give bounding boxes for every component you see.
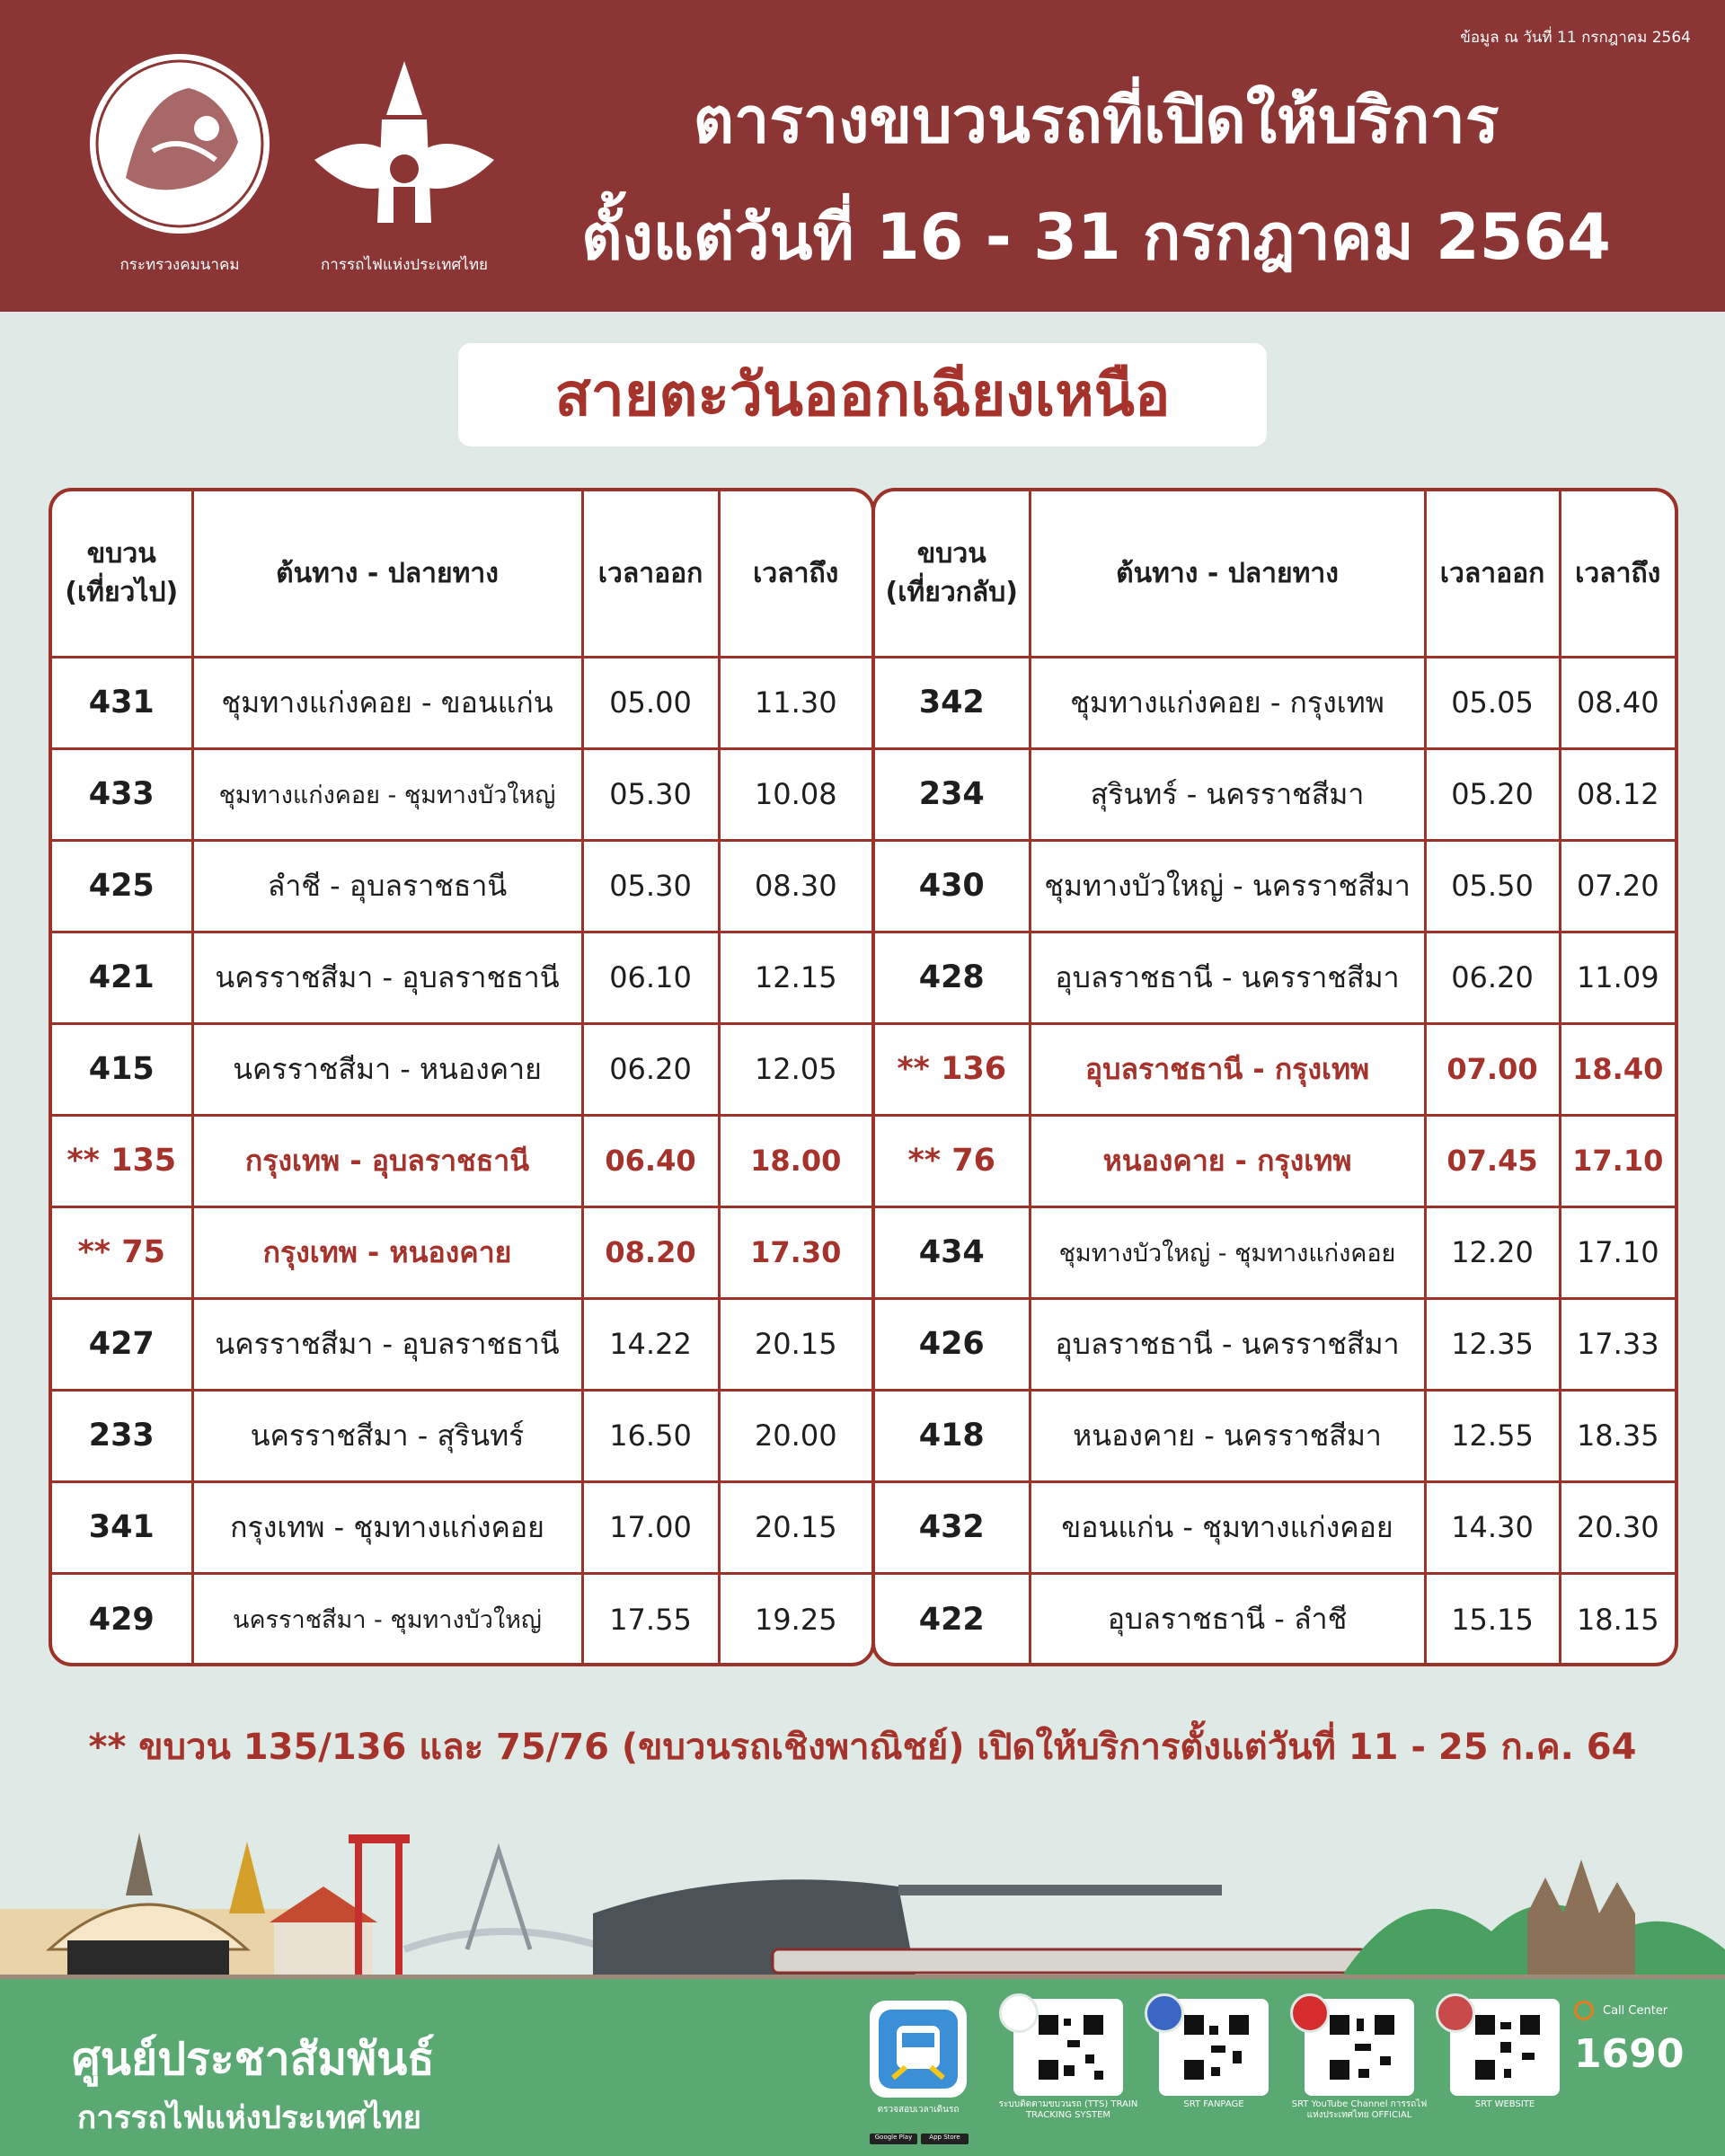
arrive-time: 12.05	[719, 1023, 871, 1115]
arrive-time: 10.08	[719, 748, 871, 840]
table-row	[875, 1573, 1675, 1665]
train-number: 341	[52, 1481, 192, 1573]
data-date: ข้อมูล ณ วันที่ 11 กรกฎาคม 2564	[1460, 29, 1691, 47]
app-caption: ตรวจสอบเวลาเดินรถ	[877, 2105, 960, 2115]
qr-tts[interactable]	[1013, 1999, 1123, 2096]
call-center-number[interactable]: 1690	[1574, 2031, 1685, 2077]
route: นครราชสีมา - หนองคาย	[192, 1023, 582, 1115]
depart-time: 17.00	[582, 1481, 719, 1573]
header-arrive: เวลาถึง	[719, 491, 871, 657]
depart-time: 05.30	[582, 748, 719, 840]
train-number: 233	[52, 1390, 192, 1481]
route: อุบลราชธานี - นครราชสีมา	[1030, 1298, 1425, 1390]
srt-logo	[296, 43, 512, 277]
table-row	[52, 1390, 871, 1481]
route: หนองคาย - กรุงเทพ	[1030, 1115, 1425, 1206]
outbound-table	[49, 488, 875, 1666]
route: อุบลราชธานี - กรุงเทพ	[1030, 1023, 1425, 1115]
route: ขอนแก่น - ชุมทางแก่งคอย	[1030, 1481, 1425, 1573]
table-row	[875, 748, 1675, 840]
depart-time: 14.30	[1425, 1481, 1560, 1573]
header-arrive: เวลาถึง	[1560, 491, 1675, 657]
route: กรุงเทพ - หนองคาย	[192, 1206, 582, 1298]
header-banner	[0, 0, 1725, 312]
google-play-badge[interactable]: Google Play	[870, 2134, 917, 2144]
srt-caption: การรถไฟแห่งประเทศไทย	[320, 256, 489, 274]
golden-spire	[229, 1842, 265, 1913]
header-train-line1: ขบวน	[916, 537, 986, 570]
store-badges	[870, 2134, 969, 2144]
footer-subtitle: การรถไฟแห่งประเทศไทย	[77, 2100, 421, 2136]
route: ชุมทางแก่งคอย - ชุมทางบัวใหญ่	[192, 748, 582, 840]
table-row	[875, 1206, 1675, 1298]
ministry-seal-icon	[72, 43, 288, 250]
arrive-time: 19.25	[719, 1573, 871, 1665]
depart-time: 14.22	[582, 1298, 719, 1390]
train-number: 431	[52, 657, 192, 748]
route: นครราชสีมา - อุบลราชธานี	[192, 1298, 582, 1390]
app-icon[interactable]	[870, 2001, 967, 2098]
train-number: 429	[52, 1573, 192, 1665]
header-train	[52, 491, 192, 657]
page-subtitle: ตั้งแต่วันที่ 16 - 31 กรกฎาคม 2564	[581, 200, 1611, 274]
depart-time: 07.45	[1425, 1115, 1560, 1206]
table-row-special	[875, 1023, 1675, 1115]
route: นครราชสีมา - สุรินทร์	[192, 1390, 582, 1481]
page-title: ตารางขบวนรถที่เปิดให้บริการ	[693, 84, 1499, 157]
header-train-line2: (เที่ยวไป)	[65, 577, 179, 609]
train-number: 434	[875, 1206, 1030, 1298]
depart-time: 06.10	[582, 932, 719, 1023]
arrive-time: 17.33	[1560, 1298, 1675, 1390]
giant-swing-beam	[349, 1834, 410, 1843]
route: นครราชสีมา - ชุมทางบัวใหญ่	[192, 1573, 582, 1665]
table-row-special	[52, 1206, 871, 1298]
arrive-time: 11.30	[719, 657, 871, 748]
header-route: ต้นทาง - ปลายทาง	[192, 491, 582, 657]
header-train	[875, 491, 1030, 657]
depart-time: 12.20	[1425, 1206, 1560, 1298]
route: นครราชสีมา - อุบลราชธานี	[192, 932, 582, 1023]
train-number: 422	[875, 1573, 1030, 1665]
table-row	[52, 657, 871, 748]
train-number: 432	[875, 1481, 1030, 1573]
route: ชุมทางแก่งคอย - ขอนแก่น	[192, 657, 582, 748]
train	[773, 1949, 1366, 1973]
qr-website[interactable]	[1450, 1999, 1560, 2096]
train-number: ** 136	[875, 1023, 1030, 1115]
arrive-time: 08.40	[1560, 657, 1675, 748]
route: กรุงเทพ - ชุมทางแก่งคอย	[192, 1481, 582, 1573]
section-title: สายตะวันออกเฉียงเหนือ	[554, 360, 1171, 429]
arrive-time: 12.15	[719, 932, 871, 1023]
header-depart: เวลาออก	[1425, 491, 1560, 657]
arrive-time: 18.00	[719, 1115, 871, 1206]
arrive-time: 20.00	[719, 1390, 871, 1481]
tts-logo-icon	[999, 1993, 1039, 2033]
arrive-time: 11.09	[1560, 932, 1675, 1023]
arrive-time: 20.15	[719, 1298, 871, 1390]
depart-time: 06.20	[1425, 932, 1560, 1023]
table-row	[875, 932, 1675, 1023]
arrive-time: 08.30	[719, 840, 871, 932]
youtube-icon	[1290, 1993, 1330, 2033]
header-train-line1: ขบวน	[86, 537, 156, 570]
giant-swing-pole-left	[355, 1837, 362, 1981]
depart-time: 16.50	[582, 1390, 719, 1481]
header-train-line2: (เที่ยวกลับ)	[885, 577, 1018, 609]
qr-youtube-caption: SRT YouTube Channel การรถไฟแห่งประเทศไทย OFFICIAL	[1291, 2099, 1428, 2120]
route: ชุมทางบัวใหญ่ - ชุมทางแก่งคอย	[1030, 1206, 1425, 1298]
depart-time: 08.20	[582, 1206, 719, 1298]
train-number: 427	[52, 1298, 192, 1390]
footnote: ** ขบวน 135/136 และ 75/76 (ขบวนรถเชิงพาณิชย์) เปิดให้บริการตั้งแต่วันที่ 11 - 25 ก.ค. 64	[88, 1727, 1637, 1768]
depart-time: 15.15	[1425, 1573, 1560, 1665]
footer-title: ศูนย์ประชาสัมพันธ์	[72, 2033, 435, 2085]
depart-time: 05.00	[582, 657, 719, 748]
train-app-icon	[870, 2001, 967, 2098]
train-number: ** 75	[52, 1206, 192, 1298]
route: หนองคาย - นครราชสีมา	[1030, 1390, 1425, 1481]
qr-tts-caption: ระบบติดตามขบวนรถ (TTS) TRAIN TRACKING SYSTEM	[998, 2099, 1138, 2120]
table-row	[875, 1481, 1675, 1573]
table-row	[52, 748, 871, 840]
train-number: 415	[52, 1023, 192, 1115]
table-row	[875, 840, 1675, 932]
train-number: ** 135	[52, 1115, 192, 1206]
arrive-time: 07.20	[1560, 840, 1675, 932]
header-depart: เวลาออก	[582, 491, 719, 657]
table-row-special	[52, 1115, 871, 1206]
depart-time: 12.55	[1425, 1390, 1560, 1481]
route: สุรินทร์ - นครราชสีมา	[1030, 748, 1425, 840]
arrive-time: 08.12	[1560, 748, 1675, 840]
train-number: 428	[875, 932, 1030, 1023]
train-number: 342	[875, 657, 1030, 748]
arrive-time: 17.10	[1560, 1115, 1675, 1206]
arrive-time: 18.40	[1560, 1023, 1675, 1115]
table-row	[875, 1390, 1675, 1481]
table-row	[52, 1481, 871, 1573]
arrive-time: 17.30	[719, 1206, 871, 1298]
arrive-time: 20.15	[719, 1481, 871, 1573]
skyline-illustration	[0, 1815, 1725, 1981]
qr-fanpage-caption: SRT FANPAGE	[1183, 2099, 1244, 2109]
depart-time: 17.55	[582, 1573, 719, 1665]
qr-website-caption: SRT WEBSITE	[1474, 2099, 1535, 2109]
depart-time: 05.30	[582, 840, 719, 932]
depart-time: 05.20	[1425, 748, 1560, 840]
temple-spire	[126, 1833, 153, 1895]
table-row	[875, 657, 1675, 748]
arrive-time: 17.10	[1560, 1206, 1675, 1298]
facebook-like-icon	[1145, 1993, 1184, 2033]
route: ชุมทางบัวใหญ่ - นครราชสีมา	[1030, 840, 1425, 932]
station-roof	[898, 1885, 1222, 1895]
inbound-table	[871, 488, 1678, 1666]
route: อุบลราชธานี - นครราชสีมา	[1030, 932, 1425, 1023]
table-row	[52, 1023, 871, 1115]
train-number: 433	[52, 748, 192, 840]
ministry-caption: กระทรวงคมนาคม	[119, 256, 240, 274]
depart-time: 05.50	[1425, 840, 1560, 932]
table-row	[52, 840, 871, 932]
train-number: ** 76	[875, 1115, 1030, 1206]
depart-time: 07.00	[1425, 1023, 1560, 1115]
table-row	[52, 932, 871, 1023]
route: ลำชี - อุบลราชธานี	[192, 840, 582, 932]
table-row	[52, 1573, 871, 1665]
header-route: ต้นทาง - ปลายทาง	[1030, 491, 1425, 657]
ministry-logo	[72, 43, 288, 277]
train-number: 425	[52, 840, 192, 932]
train-number: 426	[875, 1298, 1030, 1390]
depart-time: 06.20	[582, 1023, 719, 1115]
train-number: 234	[875, 748, 1030, 840]
depart-time: 12.35	[1425, 1298, 1560, 1390]
train-number: 418	[875, 1390, 1030, 1481]
arrive-time: 20.30	[1560, 1481, 1675, 1573]
section-title-box	[458, 343, 1267, 446]
arrive-time: 18.35	[1560, 1390, 1675, 1481]
table-row	[875, 1298, 1675, 1390]
srt-garuda-icon	[296, 43, 512, 250]
app-store-badge[interactable]: App Store	[921, 2134, 969, 2144]
train-number: 430	[875, 840, 1030, 932]
table-row	[52, 1298, 871, 1390]
route: กรุงเทพ - อุบลราชธานี	[192, 1115, 582, 1206]
phone-icon	[1574, 2001, 1594, 2020]
table-row-special	[875, 1115, 1675, 1206]
arrive-time: 18.15	[1560, 1573, 1675, 1665]
khmer-temple	[1527, 1860, 1635, 1981]
footer	[0, 1979, 1725, 2156]
depart-time: 05.05	[1425, 657, 1560, 748]
route: ชุมทางแก่งคอย - กรุงเทพ	[1030, 657, 1425, 748]
call-center-label: Call Center	[1603, 2004, 1668, 2018]
qr-fanpage[interactable]	[1159, 1999, 1269, 2096]
route: อุบลราชธานี - ลำชี	[1030, 1573, 1425, 1665]
giant-swing-pole-right	[395, 1837, 402, 1981]
www-icon	[1436, 1993, 1475, 2033]
train-number: 421	[52, 932, 192, 1023]
depart-time: 06.40	[582, 1115, 719, 1206]
qr-youtube[interactable]	[1305, 1999, 1414, 2096]
bridge-deck	[404, 1931, 611, 1949]
